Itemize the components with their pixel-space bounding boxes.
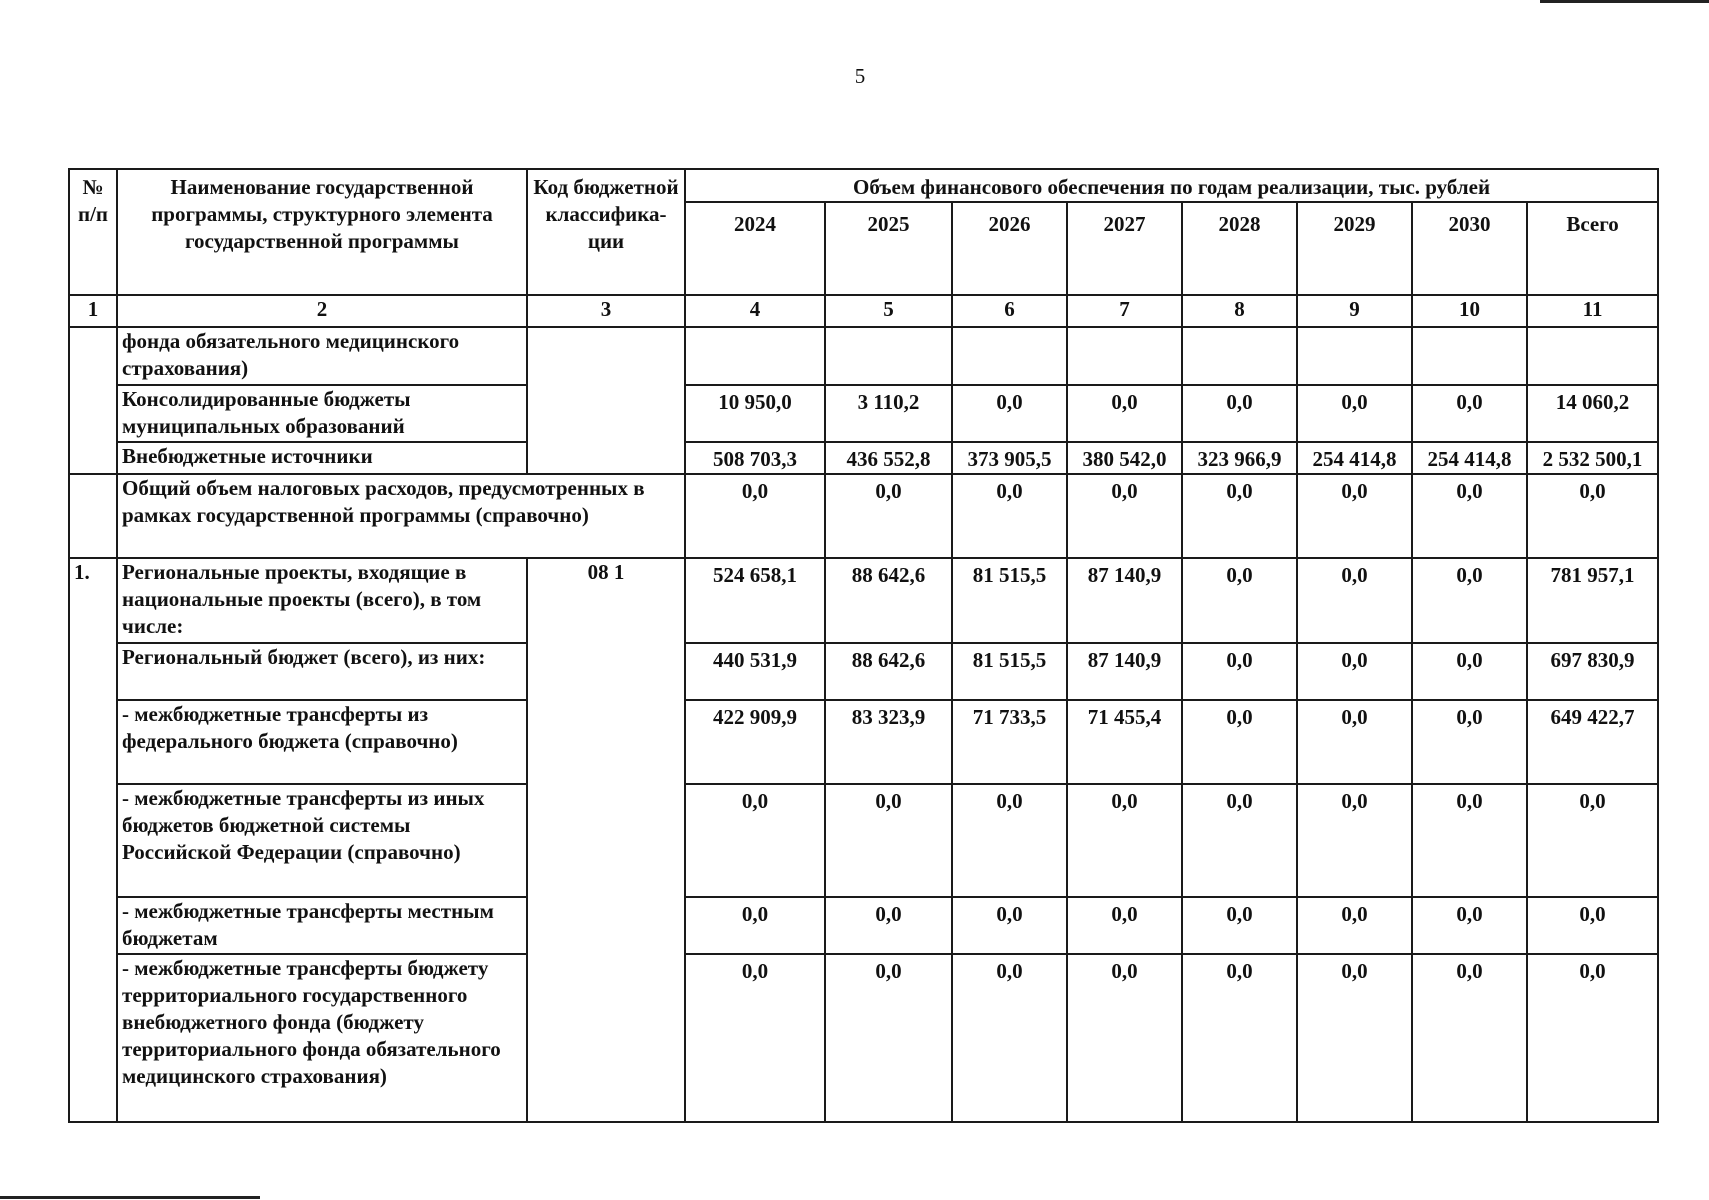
value-cell: 0,0 (825, 897, 952, 954)
value-cell: 436 552,8 (825, 442, 952, 474)
value-cell: 440 531,9 (685, 643, 825, 700)
column-index: 8 (1182, 295, 1297, 327)
value-cell (1412, 327, 1527, 385)
header-code: Код бюджетной классифика-ции (527, 169, 685, 295)
column-index-row (69, 295, 1658, 327)
column-index: 3 (527, 295, 685, 327)
row-name: Консолидированные бюджеты муниципальных образований (117, 385, 527, 442)
value-cell: 0,0 (825, 474, 952, 558)
value-cell: 71 455,4 (1067, 700, 1182, 784)
table-row (69, 643, 1658, 700)
header-no: № п/п (69, 169, 117, 295)
column-index: 9 (1297, 295, 1412, 327)
value-cell: 0,0 (1182, 954, 1297, 1122)
value-cell: 14 060,2 (1527, 385, 1658, 442)
value-cell: 0,0 (1527, 784, 1658, 897)
value-cell: 10 950,0 (685, 385, 825, 442)
value-cell: 697 830,9 (1527, 643, 1658, 700)
value-cell: 0,0 (1182, 700, 1297, 784)
value-cell: 0,0 (685, 784, 825, 897)
value-cell: 0,0 (1527, 897, 1658, 954)
table-row (69, 474, 1658, 558)
column-index: 11 (1527, 295, 1658, 327)
value-cell: 0,0 (685, 897, 825, 954)
value-cell: 0,0 (1297, 784, 1412, 897)
row-name: Внебюджетные источники (117, 442, 527, 474)
column-index: 2 (117, 295, 527, 327)
table-row (69, 897, 1658, 954)
header-total: Всего (1527, 202, 1658, 295)
header-year: 2028 (1182, 202, 1297, 295)
row-name: фонда обязательного медицинского страхования) (117, 327, 527, 385)
value-cell: 0,0 (1297, 954, 1412, 1122)
table-row (69, 784, 1658, 897)
row-code-cell (527, 327, 685, 474)
value-cell: 0,0 (1297, 474, 1412, 558)
value-cell: 0,0 (1182, 474, 1297, 558)
value-cell: 373 905,5 (952, 442, 1067, 474)
row-name: Региональные проекты, входящие в национальные проекты (всего), в том числе: (117, 558, 527, 643)
value-cell: 0,0 (952, 385, 1067, 442)
value-cell (952, 327, 1067, 385)
value-cell: 0,0 (1412, 558, 1527, 643)
value-cell: 0,0 (1412, 385, 1527, 442)
header-year: 2025 (825, 202, 952, 295)
row-number-cell (69, 327, 117, 474)
value-cell: 0,0 (685, 474, 825, 558)
value-cell (1067, 327, 1182, 385)
value-cell (685, 327, 825, 385)
value-cell: 3 110,2 (825, 385, 952, 442)
value-cell: 0,0 (1412, 474, 1527, 558)
row-number-cell (69, 474, 117, 558)
value-cell: 88 642,6 (825, 558, 952, 643)
value-cell: 781 957,1 (1527, 558, 1658, 643)
header-volume: Объем финансового обеспечения по годам реализации, тыс. рублей (685, 169, 1658, 202)
value-cell: 0,0 (952, 784, 1067, 897)
row-name: Региональный бюджет (всего), из них: (117, 643, 527, 700)
scan-edge-bottom-left (0, 1196, 260, 1199)
value-cell: 0,0 (825, 784, 952, 897)
value-cell: 0,0 (952, 897, 1067, 954)
value-cell: 254 414,8 (1412, 442, 1527, 474)
value-cell: 0,0 (1297, 700, 1412, 784)
row-name: - межбюджетные трансферты из иных бюджетов бюджетной системы Российской Федерации (справочно) (117, 784, 527, 897)
value-cell: 0,0 (1412, 897, 1527, 954)
header-year: 2026 (952, 202, 1067, 295)
value-cell: 0,0 (1297, 643, 1412, 700)
row-name: Общий объем налоговых расходов, предусмотренных в рамках государственной программы (справочно) (117, 474, 685, 558)
value-cell: 0,0 (1412, 643, 1527, 700)
row-number: 1. (69, 558, 117, 1122)
value-cell: 0,0 (1412, 700, 1527, 784)
value-cell: 0,0 (1297, 558, 1412, 643)
value-cell: 87 140,9 (1067, 643, 1182, 700)
value-cell: 0,0 (1412, 784, 1527, 897)
table-row (69, 954, 1658, 1122)
value-cell: 0,0 (1067, 784, 1182, 897)
page-number: 5 (854, 64, 866, 88)
row-name: - межбюджетные трансферты бюджету территориального государственного внебюджетного фонда (бюджету территориального фонда обязательного медицинского страхования) (117, 954, 527, 1122)
value-cell: 0,0 (1297, 385, 1412, 442)
header-name: Наименование государственной программы, структурного элемента государственной программы (117, 169, 527, 295)
table-row (69, 385, 1658, 442)
column-index: 10 (1412, 295, 1527, 327)
value-cell (825, 327, 952, 385)
header-year: 2024 (685, 202, 825, 295)
table-row (69, 327, 1658, 385)
value-cell: 422 909,9 (685, 700, 825, 784)
value-cell: 0,0 (825, 954, 952, 1122)
table-row (69, 442, 1658, 474)
value-cell: 0,0 (1067, 385, 1182, 442)
column-index: 7 (1067, 295, 1182, 327)
value-cell: 87 140,9 (1067, 558, 1182, 643)
header-year: 2030 (1412, 202, 1527, 295)
value-cell: 0,0 (1067, 474, 1182, 558)
value-cell: 0,0 (1182, 643, 1297, 700)
value-cell: 0,0 (1067, 897, 1182, 954)
value-cell: 0,0 (1297, 897, 1412, 954)
value-cell: 0,0 (952, 474, 1067, 558)
value-cell: 0,0 (952, 954, 1067, 1122)
value-cell: 88 642,6 (825, 643, 952, 700)
value-cell: 254 414,8 (1297, 442, 1412, 474)
row-name: - межбюджетные трансферты местным бюджетам (117, 897, 527, 954)
value-cell: 0,0 (1182, 784, 1297, 897)
value-cell: 323 966,9 (1182, 442, 1297, 474)
value-cell: 0,0 (1412, 954, 1527, 1122)
column-index: 5 (825, 295, 952, 327)
value-cell (1527, 327, 1658, 385)
table-row (69, 700, 1658, 784)
value-cell: 524 658,1 (685, 558, 825, 643)
value-cell: 0,0 (1527, 474, 1658, 558)
value-cell: 649 422,7 (1527, 700, 1658, 784)
scan-edge-top-right (1540, 0, 1709, 3)
value-cell: 508 703,3 (685, 442, 825, 474)
row-code: 08 1 (527, 558, 685, 1122)
value-cell: 380 542,0 (1067, 442, 1182, 474)
table-row (69, 558, 1658, 643)
financing-table (68, 168, 1659, 1123)
row-name: - межбюджетные трансферты из федерального бюджета (справочно) (117, 700, 527, 784)
value-cell: 83 323,9 (825, 700, 952, 784)
value-cell: 0,0 (1182, 897, 1297, 954)
value-cell: 0,0 (1527, 954, 1658, 1122)
value-cell: 0,0 (685, 954, 825, 1122)
header-year: 2029 (1297, 202, 1412, 295)
value-cell: 0,0 (1182, 558, 1297, 643)
value-cell: 0,0 (1067, 954, 1182, 1122)
header-year: 2027 (1067, 202, 1182, 295)
value-cell: 81 515,5 (952, 643, 1067, 700)
value-cell: 81 515,5 (952, 558, 1067, 643)
column-index: 6 (952, 295, 1067, 327)
value-cell: 2 532 500,1 (1527, 442, 1658, 474)
value-cell: 0,0 (1182, 385, 1297, 442)
value-cell (1297, 327, 1412, 385)
value-cell: 71 733,5 (952, 700, 1067, 784)
value-cell (1182, 327, 1297, 385)
column-index: 4 (685, 295, 825, 327)
column-index: 1 (69, 295, 117, 327)
